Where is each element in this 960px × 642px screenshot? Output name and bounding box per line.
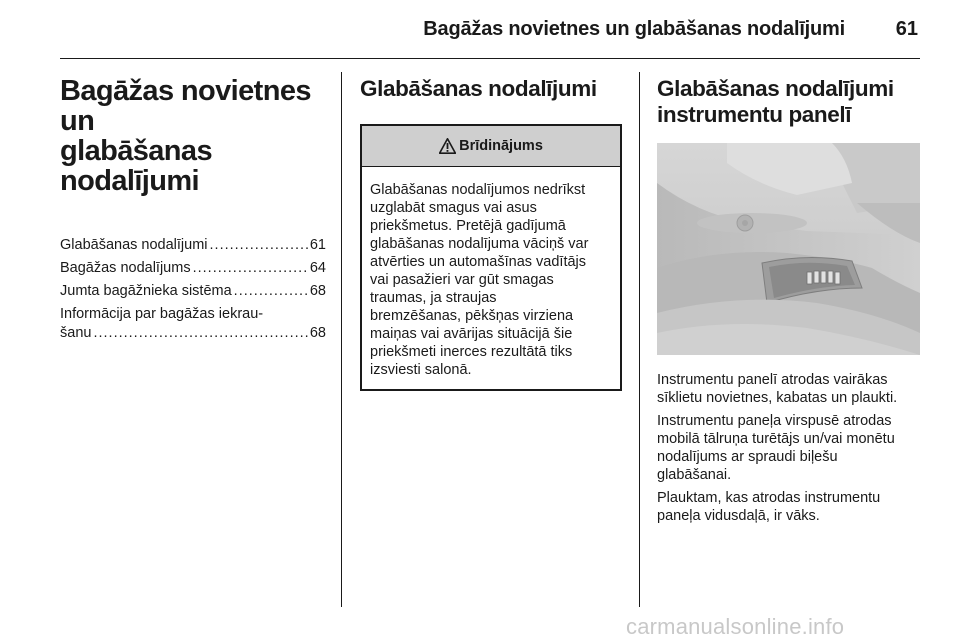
- warning-box: [360, 124, 622, 391]
- paragraph: [657, 489, 923, 525]
- paragraph-line: sīklietu novietnes, kabatas un plaukti.: [657, 390, 898, 406]
- toc-entry-label: Informācija par bagāžas iekrau-: [60, 306, 264, 322]
- paragraph-line: Instrumentu panelī atrodas vairākas: [657, 372, 888, 388]
- section-title: [657, 76, 923, 128]
- column-instrument-panel: [657, 76, 923, 530]
- toc-entry-roof-rack-system[interactable]: [60, 282, 326, 301]
- paragraph-line: Instrumentu paneļa virspusē atrodas: [657, 413, 892, 429]
- warning-text: [362, 167, 620, 389]
- warning-heading-text: Brīdinājums: [459, 138, 543, 154]
- section-title-line: Glabāšanas nodalījumi: [657, 76, 894, 101]
- toc-entry-page: 68: [309, 283, 326, 299]
- paragraph-line: nodalījums ar spraudi biļešu: [657, 449, 838, 465]
- section-title-line: instrumentu panelī: [657, 102, 852, 127]
- warning-heading: [362, 126, 620, 167]
- toc-entry-page: 68: [309, 325, 326, 341]
- toc-entry-storage-compartments[interactable]: [60, 236, 326, 255]
- warning-line: izsviesti salonā.: [370, 362, 472, 378]
- paragraph: [657, 412, 923, 484]
- body-text: [657, 371, 923, 525]
- warning-line: maiņas vai avārijas situācijā šie: [370, 326, 573, 342]
- paragraph-line: glabāšanai.: [657, 467, 732, 483]
- warning-line: priekšmetus. Pretējā gadījumā: [370, 218, 566, 234]
- column-divider-right: [639, 72, 640, 607]
- toc-leader-dots: [234, 282, 308, 301]
- toc-entry-label: Glabāšanas nodalījumi: [60, 237, 208, 253]
- warning-line: Glabāšanas nodalījumos nedrīkst: [370, 182, 586, 198]
- warning-line: glabāšanas nodalījuma vāciņš var: [370, 236, 589, 252]
- toc-entry-page: 61: [309, 237, 326, 253]
- chapter-title-line: Bagāžas novietnes un: [60, 75, 311, 137]
- paragraph-line: Plauktam, kas atrodas instrumentu: [657, 490, 881, 506]
- toc-entry-page: 64: [309, 260, 326, 276]
- warning-line: bremzēšanas, pēkšņas virziena: [370, 308, 574, 324]
- toc-leader-dots: [193, 259, 308, 278]
- warning-line: traumas, ja straujas: [370, 290, 497, 306]
- chapter-title-line: glabāšanas: [60, 135, 212, 167]
- toc-entry-label: šanu: [60, 325, 92, 341]
- warning-line: atvērties un automašīnas vadītājs: [370, 254, 587, 270]
- toc-entry-label: Jumta bagāžnieka sistēma: [60, 283, 232, 299]
- page-header: [0, 0, 960, 62]
- chapter-title: [60, 76, 326, 196]
- warning-triangle-icon: [439, 138, 456, 154]
- instrument-panel-photo: [657, 143, 920, 355]
- section-title: Glabāšanas nodalījumi: [360, 76, 597, 101]
- chapter-title-line: nodalījumi: [60, 165, 200, 197]
- column-storage-compartments: [360, 76, 622, 391]
- toc-entry-loading-information[interactable]: [60, 305, 326, 343]
- paragraph-line: paneļa vidusdaļā, ir vāks.: [657, 508, 820, 524]
- site-watermark: carmanualsonline.info: [626, 614, 845, 639]
- page-number: 61: [895, 18, 918, 40]
- warning-line: vai pasažieri var gūt smagas: [370, 272, 554, 288]
- toc-entry-label: Bagāžas nodalījums: [60, 260, 191, 276]
- toc-entry-load-compartment[interactable]: [60, 259, 326, 278]
- toc-leader-dots: [93, 324, 307, 343]
- toc-entry-second-line: [60, 324, 326, 343]
- paragraph: [657, 371, 923, 407]
- warning-line: priekšmeti inerces rezultātā tiks: [370, 344, 573, 360]
- column-divider-left: [341, 72, 342, 607]
- warning-line: uzglabāt smagus vai asus: [370, 200, 537, 216]
- header-rule: [60, 58, 920, 59]
- column-chapter-contents: [60, 76, 326, 347]
- running-header-title: Bagāžas novietnes un glabāšanas nodalījumi: [423, 18, 845, 40]
- table-of-contents: [60, 236, 326, 343]
- paragraph-line: mobilā tālruņa turētājs un/vai monētu: [657, 431, 895, 447]
- toc-leader-dots: [210, 236, 308, 255]
